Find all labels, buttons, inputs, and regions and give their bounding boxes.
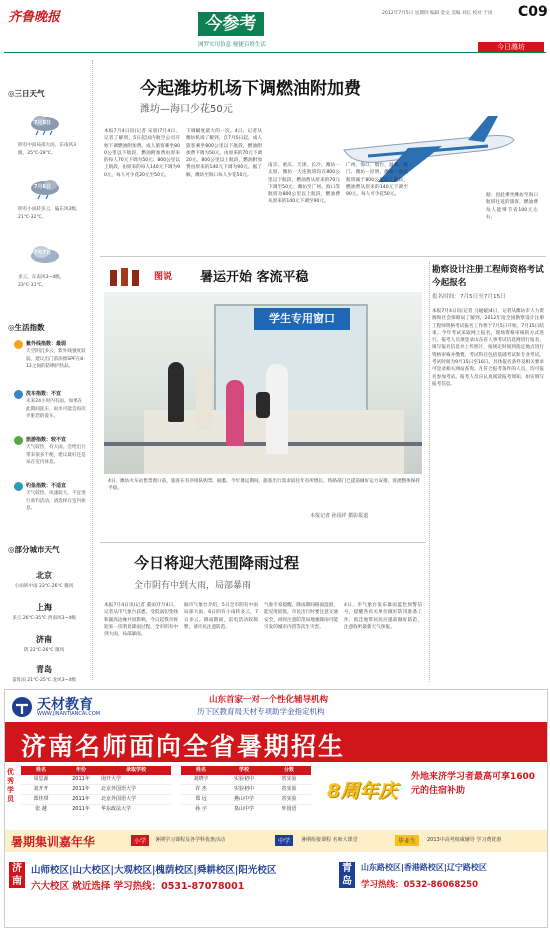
weather-day1-date: 7月5日 [34,120,51,126]
city-beijing-name: 北京 [36,571,52,580]
city-qingdao-line: 雷阵雨 21℃-25℃ 北风3~4级 [12,678,76,683]
photo-title: 暑运开始 客流平稳 [200,270,309,285]
tips-heading: ◎生活指数 [8,323,45,332]
ad-jinan-campus-2: 六大校区 就近选择 学习热线：0531-87078001 [31,881,245,892]
brand-logo-icon [11,696,33,718]
article2-subtitle: 全市阴有中到大雨，局部暴雨 [134,581,252,591]
table-row: 许 杰 实验初中 省实验 [181,785,311,795]
ad-jinan-campus-1: 山师校区|山大校区|大观校区|槐荫校区|舜耕校区|阳光校区 [31,865,277,876]
page-number: C09 [518,4,548,20]
ad-jinan-label: 济南 [9,862,25,888]
article1-col2: 下调幅度最大的一次。4日，记者从潍坊机场了解到，自7月5日起，成人旅客乘坐800公里以下航段，燃油附加费下调为50元，由原来的70元下调20元。800公里以上航段，燃油附加费由原来的140元下调为90元。据了解，潍坊至海口每人少花50元。 [186,129,262,178]
article2-col1: 本报7月4日讯(记者 董雨)7月4日，记者从市气象台获悉，受低涡切变线和副高边缘共同影响，今日起我市将迎来一次明显降雨过程，全市阴有中到大雨，局部暴雨。 [104,603,178,638]
photo-section [100,260,426,540]
ad-table-2-col-school: 学校 [238,767,249,773]
fishing-icon [14,482,23,491]
bottles-icon [108,264,142,288]
ad-anniversary: 8周年庆 [327,780,398,802]
ad-table-1-header [21,766,171,775]
article2-col2: 据市气象台介绍，5日全市阴有中雨局部大雨，6日阴有小雨转多云，7日多云。降雨期间，雷电活动较频繁，请市民注意防范。 [184,603,258,630]
person-3 [226,380,244,446]
city-shanghai-name: 上海 [36,603,52,612]
ad-qingdao-campus-1: 山东路校区|香港路校区|辽宁路校区 [361,863,487,872]
weather-day3-text: 多云，东南风3~4级，23℃-31℃。 [18,275,65,288]
table-row: 郑佳琪 2011年 北京外国语大学 [21,795,171,805]
photo-rule [100,542,426,543]
tip-carwash-title: 洗车指数：不宜 [26,391,62,397]
city-beijing-line: 小雨转中雨 22℃-26℃ 微风 [14,584,74,589]
article-airport [100,58,546,254]
weather-day2-text: 阴有小雨转多云，偏东风3级，21℃-32℃。 [18,207,81,220]
date-line: 2012年7月5日 星期四 编辑 金文 美编 刘长 校对 于岗 [382,11,493,16]
city-jinan-name: 济南 [36,635,52,644]
article1-col3: 南京、重庆、天津、长沙、潍坊一太原、潍坊一大连航班均在800公里以下航段，燃油费从原来的70元下调至50元；潍坊至广州、海口等航班为800公里以上航段，燃油费从原来的140元下调至90元。 [268,163,340,205]
ad-table-1 [21,766,171,826]
tip-uv-title: 紫外线指数：最弱 [26,341,67,347]
tip-carwash-text: 未来24小时内有雨，如果在此期间洗车，雨水可能会再次弄脏您的爱车。 [26,399,86,420]
city-shanghai-line: 多云 26℃-35℃ 西南风3~4级 [12,616,76,621]
queue-rail [104,442,422,446]
sidebar-divider [92,60,93,680]
weather-day3-date: 7月7日 [34,250,51,256]
ad-table-2-col-score: 分数 [283,767,294,773]
article1-title: 今起潍坊机场下调燃油附加费 [140,79,361,99]
station-photo [104,292,422,474]
article2-col3: 气象专家提醒，降雨期间路面湿滑，能见度较低，市民出行时要注意交通安全，同时注意防范局地强降雨可能引发的城市内涝等次生灾害。 [264,603,338,630]
ad-table-2-header [181,766,311,775]
ad-banner-title: 暑期集训嘉年华 [11,835,96,849]
article1-col4: 广州、海口、烟台、温州、厦门、潍坊一昆明、潍坊一重庆航班属于800公里以上航段，燃油费从原来的140元下调至90元，每人可少花50元。 [346,163,408,198]
table-row: 孙 宇 泉山中学 外国语 [195,806,297,812]
table-row: 周思源 2011年 南开大学 [21,775,171,785]
ad-qingdao-label: 青岛 [339,862,355,888]
ad-table-1-col-name: 姓名 [35,767,46,773]
ad-side-label: 优秀学员 [7,768,14,803]
car-icon [14,390,23,399]
article1-rule [100,256,546,257]
ad-banner-tag-grad: 毕业生 [395,835,419,846]
photo-caption: 4日，潍坊火车站售票窗口前，旅客在有序排队购票。据悉，今年暑运期间，旅客出行需求较往年有所增长，铁路部门已提前做好运力安排，客流整体保持平稳。 [108,479,420,492]
right-col-divider [429,262,430,682]
tip-fishing-title: 钓鱼指数：不适宜 [26,483,67,489]
ad-website: WWW.JINANTIANCAI.COM [37,711,101,717]
paper-logo: 齐鲁晚报 [8,10,61,25]
article1-col1: 本报7月4日讯(记者 宋晨)7月4日，记者了解到，5日起国内航空公司开始下调燃油附加费。成人旅客乘坐800公里以下航段，燃油附加费由原来的每人70元下调为50元；800公里以上航段，由原来的每人140元下调为90元，每人可少花20元至50元。 [104,129,180,178]
travel-icon [14,436,23,445]
cities-heading: ◎部分城市天气 [8,545,60,554]
page-tag: 今日潍坊 [478,42,544,53]
table-row: 郑 远 燕山中学 省实验 [181,795,311,805]
weather-day2-date: 7月6日 [34,184,51,190]
article1-subtitle: 潍坊—海口少花50元 [140,104,233,115]
tip-travel-title: 旅游指数：较不宜 [26,437,67,443]
article2-col4: 4日，市气象台发布暴雨蓝色预警信号，提醒各有关单位做好防汛准备工作，低洼地带居民应提前做好防范，注意收听最新天气预报。 [344,603,422,630]
weather-day1-text: 阴有中雨局部大雨，东南风3级，25℃-28℃。 [18,143,77,156]
weather-heading: ◎三日天气 [8,89,45,98]
table-row: 刘开开 2011年 北京外国语大学 [21,785,171,795]
table-row: 刘晓宇 实验初中 省实验 [181,775,311,785]
ad-table-2-col-name: 姓名 [195,767,206,773]
ad-promo: 外地来济学习者最高可享1600元的住宿补助 [411,772,536,796]
ad-table-1-col-year: 年份 [75,767,86,773]
ad-qingdao-campus-2: 学习热线：0532-86068250 [361,880,479,890]
window-sign: 学生专用窗口 [254,308,350,330]
article3-date-line: 报名时间：7月5日至7月15日 [432,294,506,300]
ad-banner-text-middle: 暑期衔接课程 名师大课堂 [301,837,358,843]
city-qingdao-name: 青岛 [36,665,52,674]
ad-banner-text-primary: 暑期学习课程及各学科优惠活动 [155,837,226,843]
article2-title: 今日将迎大范围降雨过程 [134,554,300,572]
tip-fishing-text: 天气较热，风速较大，不宜进行垂钓活动，请选择在室内休息。 [26,491,86,512]
photo-credit: 本报记者 孙国祥 摄影报道 [310,513,369,519]
tip-uv-text: 天空阴沉多云，紫外线强度较弱，建议出门前涂擦SPF在8-12之间的防晒护肤品。 [26,349,86,370]
photo-label: 图说 [154,272,173,282]
section-title: 今参考 [198,12,264,36]
ad-top-headline: 山东首家一对一个性化辅导机构 [209,695,329,705]
masthead [0,0,550,52]
ad-top-subline: 历下区教育局天材专项助学金指定机构 [197,707,325,716]
masthead-rule [4,52,546,53]
ad-banner-text-grad: 2013中高考权威辅导 学习费优惠 [427,837,502,843]
ad-table-2 [181,766,311,826]
backpack [256,392,270,418]
ad-table-1-col-school: 录取学校 [125,767,146,773]
article1-col5: 据：因此乘坐潍坊至海口航班往返的旅客，燃油费每人能够节省100元左右。 [486,193,538,220]
ad-panel [4,689,548,928]
person-2 [196,368,212,430]
sidebar [4,56,90,688]
person-1 [168,362,184,422]
ad-main-slogan: 济南名师面向全省暑期招生 [21,732,346,761]
table-row: 张 越 2011年 华东政法大学 [35,806,132,812]
sun-icon [14,340,23,349]
ad-brand: 天材教育 [37,697,93,713]
ad-banner-tag-middle: 中学 [275,835,293,846]
article3-body: 本报7月4日讯(记者 马媛媛)4日，记者从潍坊市人力资源和社会保障局了解到，2012年度全国勘察设计注册工程师资格考试报名工作将于7月5日开始，7月15日结束。今年考试采取网上报名、现场资格审核的方式进行。报考人员须登录山东省人事考试信息网进行报名，填写报名信息并上传照片，按规定时间到指定地点进行资格审核并缴费。考试科目包括基础考试和专业考试，考试时间为9月15日至16日。具体报名条件及相关要求可登录相关网站查询。凡符合报考条件的人员，均可报名参加考试。报考人员应认真阅读报考须知，如实填写报考信息。 [432,309,544,387]
article-exam [432,262,546,686]
article3-title: 勘察设计注册工程师资格考试今起报名 [432,265,544,288]
article-rain [100,546,426,686]
city-jinan-line: 阴 22℃-26℃ 微风 [23,648,65,653]
tip-travel-text: 天气较热，有大雨，会给出行带来很多不便，建议最好还是呆在室内休息。 [26,445,86,466]
ad-banner-tag-primary: 小学 [131,835,149,846]
slogan: 网罗实用信息 便捷百姓生活 [198,42,266,48]
